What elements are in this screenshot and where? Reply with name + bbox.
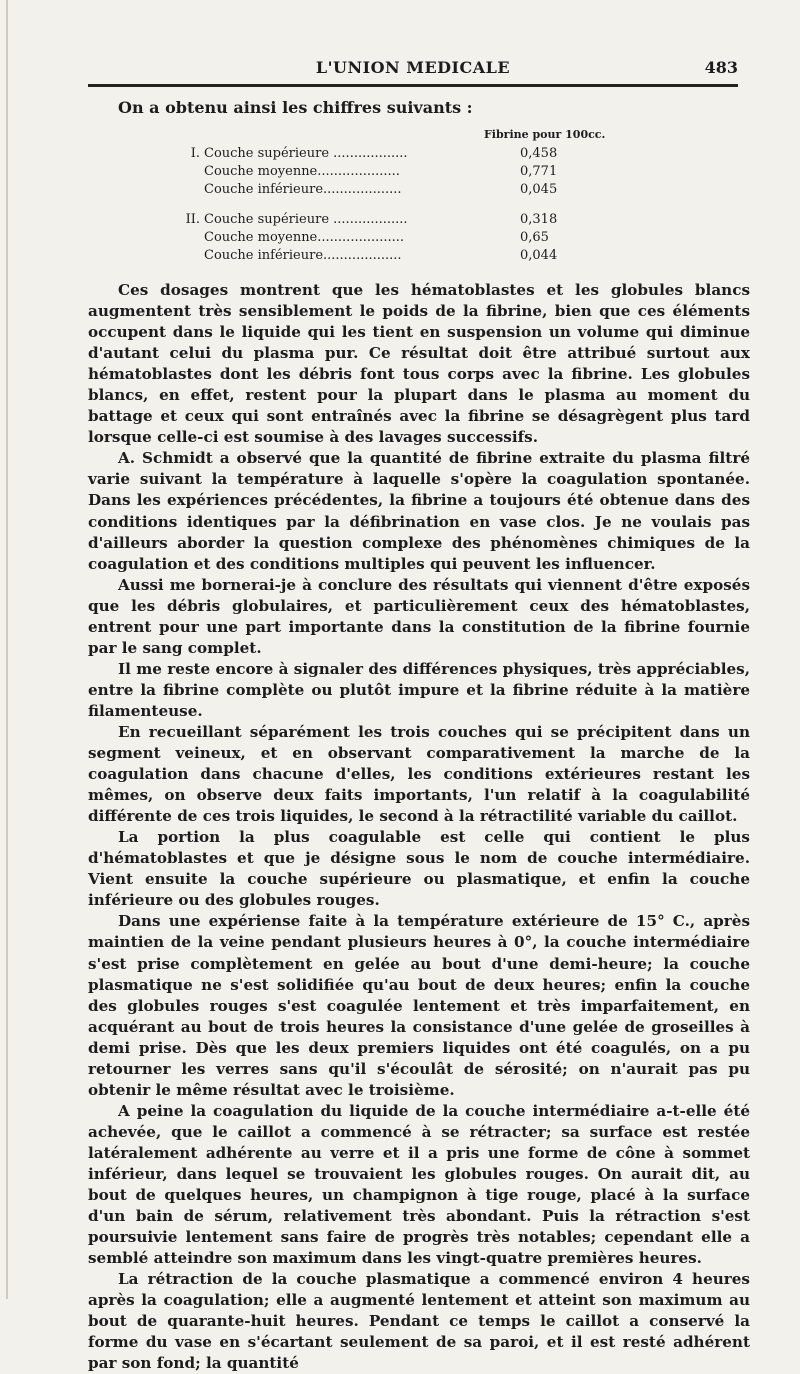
table-value: 0,318 [520, 212, 558, 227]
table-label: Couche supérieure .................. [204, 146, 408, 161]
intro-sentence: On a obtenu ainsi les chiffres suivants : [118, 98, 473, 117]
paragraph: Aussi me bornerai-je à conclure des résultats qui viennent d'être exposés que les débris globulaires, et particulièrement ceux des hématoblastes, entrent pour une part importante dans la constitution de la fibrine fournie par le sang complet. [88, 575, 750, 657]
paragraph: Ces dosages montrent que les hématoblastes et les globules blancs augmentent très sensiblement le poids de la fibrine, bien que ces éléments occupent dans le liquide qui les tient en suspension un volume qui diminue d'autant celui du plasma pur. Ce résultat doit être attribué surtout aux hématoblastes dont les débris font tous corps avec la fibrine. Les globules blancs, en effet, restent pour la plupart dans le plasma au moment du battage et ceux qui sont entraînés avec la fibrine se désagrègent plus tard lorsque celle-ci est soumise à des lavages successifs. [88, 281, 750, 447]
header-rule [88, 84, 738, 87]
paragraph: La portion la plus coagulable est celle qui contient le plus d'hématoblastes et que je désigne sous le nom de couche intermédiaire. Vient ensuite la couche supérieure ou plasmatique, et enfin la couche inférieure ou des globules rouges. [88, 828, 750, 910]
table-label: Couche supérieure .................. [204, 212, 408, 227]
body-text [88, 280, 750, 1374]
table-label: Couche moyenne..................... [204, 230, 405, 245]
table-column-header: Fibrine pour 100cc. [484, 128, 606, 141]
table-label: Couche inférieure................... [204, 182, 402, 197]
paragraph: Il me reste encore à signaler des différences physiques, très appréciables, entre la fibrine complète ou plutôt impure et la fibrine réduite à la matière filamenteuse. [88, 659, 750, 720]
page-number: 483 [704, 58, 738, 77]
paragraph: Dans une expériense faite à la température extérieure de 15° C., après maintien de la veine pendant plusieurs heures à 0°, la couche intermédiaire s'est prise complètement en gelée au bout d'une demi-heure; la couche plasmatique ne s'est solidifiée qu'au bout de deux heures; enfin la couche des globules rouges s'est coagulée lentement et très imparfaitement, en acquérant au bout de trois heures la consistance d'une gelée de groseilles à demi prise. Dès que les deux premiers liquides ont été coagulés, on a pu retourner les verres sans qu'il s'écoulât de sérosité; on n'aurait pas pu obtenir le même résultat avec le troisième. [88, 912, 750, 1099]
table-value: 0,65 [520, 230, 549, 245]
table-value: 0,458 [520, 146, 558, 161]
page-edge-shadow [6, 0, 8, 1299]
paragraph: La rétraction de la couche plasmatique a commencé environ 4 heures après la coagulation; elle a augmenté lentement et atteint son maximum au bout de quarante-huit heures. Pendant ce temps le caillot a conservé la forme du vase en s'écartant seulement de sa paroi, et il est resté adhérent par son fond; la quantité [88, 1270, 750, 1373]
table-value: 0,771 [520, 164, 558, 179]
table-group: II. [185, 212, 200, 227]
table-value: 0,044 [520, 248, 558, 263]
table-label: Couche moyenne.................... [204, 164, 400, 179]
table-value: 0,045 [520, 182, 558, 197]
running-header [88, 58, 738, 80]
paragraph: A peine la coagulation du liquide de la couche intermédiaire a-t-elle été achevée, que le caillot a commencé à se rétracter; sa surface est restée latéralement adhérente au verre et il a pris une forme de cône à sommet inférieur, dans lequel se trouvaient les globules rouges. On aurait dit, au bout de quelques heures, un champignon à tige rouge, placé à la surface d'un bain de sérum, relativement très abondant. Puis la rétraction s'est poursuivie lentement sans faire de progrès très notables; cependant elle a semblé atteindre son maximum dans les vingt-quatre premières heures. [88, 1101, 750, 1268]
journal-title: L'UNION MEDICALE [315, 58, 511, 77]
paragraph: En recueillant séparément les trois couches qui se précipitent dans un segment veineux, et en observant comparativement la marche de la coagulation dans chacune d'elles, les conditions extérieures restant les mêmes, on observe deux faits importants, l'un relatif à la coagulabilité différente de ces trois liquides, le second à la rétractilité variable du caillot. [88, 722, 750, 826]
paragraph: A. Schmidt a observé que la quantité de fibrine extraite du plasma filtré varie suivant la température à laquelle s'opère la coagulation spontanée. Dans les expériences précédentes, la fibrine a toujours été obtenue dans des conditions identiques par la défibrination en vase clos. Je ne voulais pas d'ailleurs aborder la question complexe des phénomènes chimiques de la coagulation et des conditions multiples qui peuvent les influencer. [88, 449, 750, 573]
table-label: Couche inférieure................... [204, 248, 402, 263]
table-group: I. [190, 146, 200, 161]
